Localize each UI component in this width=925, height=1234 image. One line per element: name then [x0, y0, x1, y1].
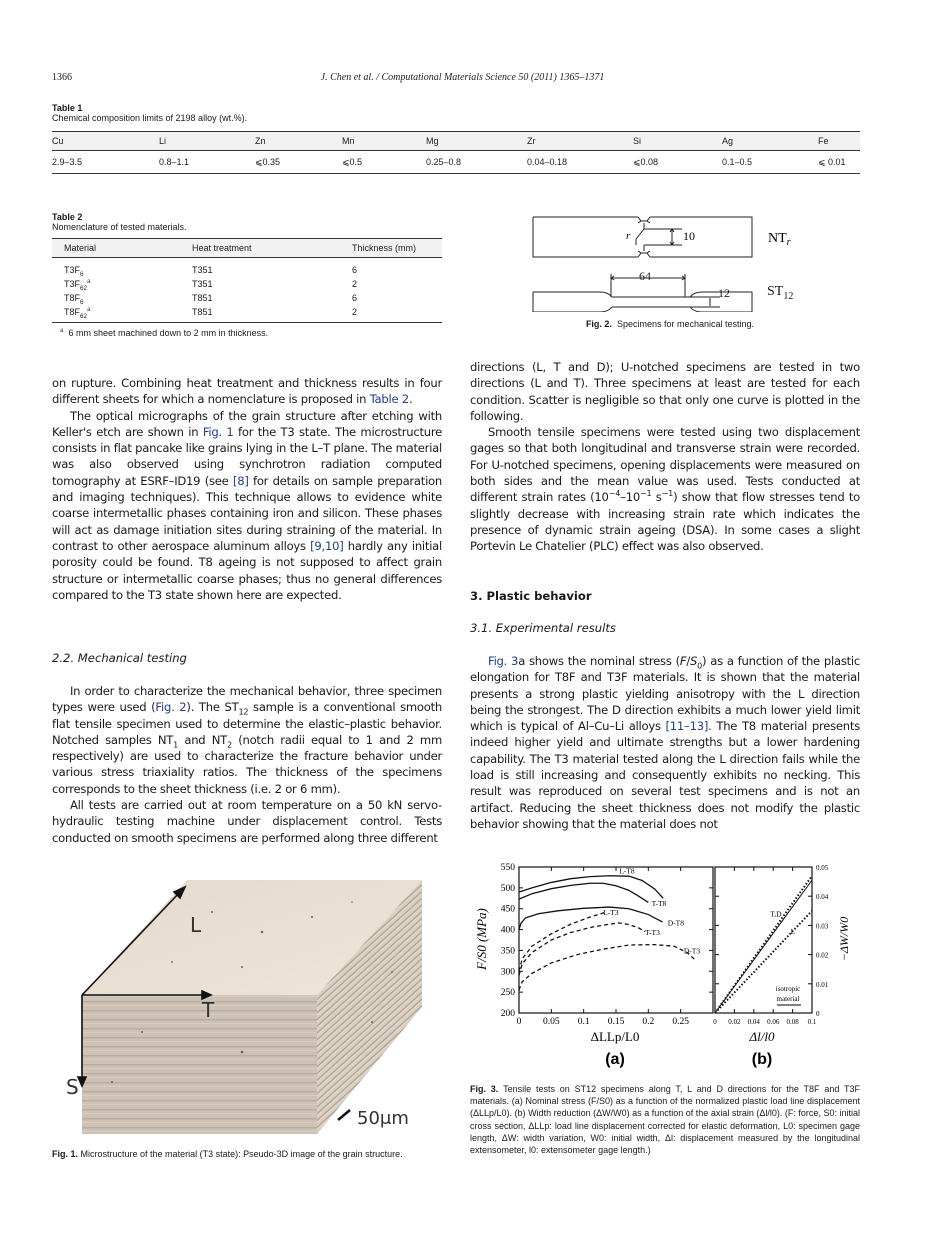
- table1-cell: ⩽0.35: [255, 151, 342, 174]
- fig1: [52, 872, 442, 1159]
- superscript: −4: [608, 488, 621, 499]
- material-subscript: 62: [80, 312, 88, 320]
- table1-cell: ⩽0.08: [633, 151, 722, 174]
- fig1-caption: [52, 1148, 442, 1160]
- heat-treatment-cell: T851: [192, 293, 213, 303]
- material-cell: [52, 276, 192, 290]
- text: ) as a function of the plastic elongation for T8F and T3F materials. It is shown that the material presents a strong plastic yielding anisotropy with the L direction being the strongest. The D direction exhibits a much lower yield limit which is typical of Al–Cu–Li alloys: [470, 654, 861, 734]
- paragraph: [52, 683, 442, 797]
- text: s: [651, 490, 662, 505]
- heat-treatment-cell: T351: [192, 265, 213, 275]
- thickness-cell: 2: [352, 304, 442, 323]
- table1-cell: 0.25–0.8: [426, 151, 527, 174]
- x-tick-label: 0: [516, 1017, 522, 1027]
- nt-label: [768, 231, 791, 248]
- y-tick-label: 200: [500, 1009, 515, 1019]
- footnote-mark: a: [60, 327, 64, 334]
- fig1-link[interactable]: Fig. 1: [202, 424, 234, 439]
- material-name: T3F: [64, 279, 81, 289]
- fig1-caption-text: Microstructure of the material (T3 state): Pseudo-3D image of the grain structure.: [80, 1149, 403, 1159]
- text: The optical micrographs of the grain structure after etching with Keller's etch are shown in: [52, 408, 442, 439]
- fig2-caption: [520, 318, 820, 330]
- x-tick-label: 0.15: [607, 1017, 625, 1027]
- table1-header-cell: Zn: [255, 132, 342, 151]
- text: for the T3 state. The microstructure consists in flat pancake like grains lying in the L–T plane. The material was also observed using synchrotron radiation computed tomography at ESRF–ID19 (see: [52, 424, 443, 488]
- subsection-heading-2-2: 2.2. Mechanical testing: [52, 651, 187, 665]
- fig3: [470, 857, 860, 1156]
- table-row: [52, 290, 442, 304]
- table1-cell: 0.8–1.1: [159, 151, 255, 174]
- fig3-link[interactable]: Fig. 3: [488, 654, 519, 668]
- axis-label-L: L: [190, 913, 202, 937]
- text: on rupture. Combining heat treatment and thickness results in four different sheets for which a nomenclature is proposed in: [52, 376, 442, 407]
- text: .: [408, 392, 413, 407]
- series-label: D-T3: [683, 946, 701, 956]
- table2-block: [52, 212, 442, 338]
- series-line-l-t8: [519, 876, 663, 899]
- y-tick-label: 250: [500, 988, 515, 999]
- table2-header-cell: Material: [52, 239, 192, 258]
- table1-header-row: [52, 132, 860, 151]
- panel-a-label: (a): [605, 1051, 625, 1068]
- fig2-label: Fig. 2.: [585, 319, 612, 329]
- material-cell: [52, 304, 192, 323]
- text: In order to characterize the mechanical behavior, three specimen types were used (: [52, 684, 442, 715]
- y-tick-label: 0.03: [816, 922, 829, 931]
- y-tick-label: 0.01: [816, 980, 829, 989]
- subscript: 12: [238, 706, 249, 717]
- y-tick-label: 500: [500, 883, 515, 894]
- series-label: L: [790, 927, 796, 937]
- series-line-d-t3: [519, 945, 695, 990]
- left-column-text-top: [52, 375, 442, 603]
- fig1-label: Fig. 1.: [52, 1149, 79, 1159]
- cube-front-face: [82, 995, 317, 1134]
- fig3-chart: [470, 857, 860, 1072]
- paragraph: [52, 408, 442, 604]
- footnote-text: 6 mm sheet machined down to 2 mm in thickness.: [68, 328, 269, 338]
- chart-b-ylabel: −ΔW/W0: [837, 916, 851, 962]
- axis-label-T: T: [202, 998, 215, 1022]
- fig2: [520, 212, 820, 337]
- superscript: −1: [661, 488, 674, 499]
- isotropic-label-2: material: [776, 995, 800, 1003]
- text: /: [686, 654, 690, 668]
- math-var: F: [679, 654, 687, 668]
- table-row: [52, 304, 442, 323]
- superscript: −1: [639, 488, 652, 499]
- y-tick-label: 0.02: [816, 951, 829, 960]
- y-tick-label: 350: [500, 946, 515, 957]
- st-length-label: 64: [639, 269, 651, 283]
- material-name: T8F: [64, 293, 81, 303]
- nt-label-sub: r: [786, 237, 791, 248]
- nt-label-main: NT: [768, 231, 787, 246]
- x-tick-label: 0: [713, 1018, 717, 1026]
- x-tick-label: 0.06: [767, 1018, 780, 1026]
- table2-header-row: [52, 239, 442, 258]
- y-tick-label: 0.04: [816, 893, 829, 902]
- footnote-mark: a: [87, 306, 91, 313]
- text: (notch radii equal to 1 and 2 mm respectively) are used to characterize the fracture behavior under various stress triaxiality ratios. The thickness of the specimens corresponds to the sheet thickness (i.e. 2 or 6 mm).: [52, 732, 443, 796]
- table1-block: [52, 103, 860, 174]
- y-tick-label: 450: [500, 904, 515, 915]
- paragraph: All tests are carried out at room temperature on a 50 kN servo-hydraulic testing machine under displacement control. Tests conducted on smooth specimens are performed along three different: [52, 798, 442, 845]
- math-var: S: [689, 654, 698, 668]
- table1-cell: ⩽0.5: [342, 151, 426, 174]
- st-label-main: ST: [767, 284, 784, 299]
- table1-header-cell: Cu: [52, 132, 159, 151]
- series-line-d-t8: [519, 907, 663, 930]
- st-width-label: 12: [718, 286, 730, 300]
- paragraph: [470, 424, 860, 554]
- fig3-caption-text: Tensile tests on ST12 specimens along T, L and D directions for the T8F and T3F materials. (a) Nominal stress (F/S0) as a function of the normalized plastic load line displacement (ΔLLp/L0). (b) Width reduction (ΔW/W0) as a function of the axial strain (Δl/l0). (F: force, S0: initial cross section, ΔLLp: load line displacement corrected for elastic deformation, L0: specimen gage length, ΔW: width variation, W0: initial width, Δl: displacement measured by the longitudinal extensometer, l0: extensometer gage length.): [470, 1084, 860, 1156]
- x-tick-label: 0.05: [543, 1017, 560, 1027]
- material-cell: [52, 290, 192, 304]
- nt-specimen-outline: [533, 217, 752, 257]
- text: a shows the nominal stress (: [518, 654, 680, 668]
- journal-citation: J. Chen et al. / Computational Materials Science 50 (2011) 1365–1371: [320, 72, 605, 83]
- axis-label-S: S: [66, 1075, 79, 1099]
- table1-header-cell: Fe: [818, 132, 860, 151]
- table1-cell: 0.1–0.5: [722, 151, 818, 174]
- ref-9-10-link[interactable]: [9,10]: [310, 538, 344, 553]
- thickness-cell: 2: [352, 279, 358, 289]
- isotropic-label-1: isotropic: [775, 985, 801, 993]
- series-label: L-T8: [619, 866, 635, 876]
- paragraph: directions (L, T and D); U-notched specimens are tested in two directions (L and T). Three specimens at least are tested for each condition. Scatter is negligible so that only one curve is plotted in the following.: [470, 360, 860, 423]
- table1-cell: 2.9–3.5: [52, 151, 159, 174]
- x-tick-label: 0.1: [577, 1017, 590, 1027]
- series-line-t-t3: [519, 923, 645, 976]
- y-tick-label: 300: [500, 967, 515, 978]
- table1-header-cell: Li: [159, 132, 255, 151]
- heat-treatment-cell: T851: [192, 304, 352, 323]
- scale-bar-label: 50μm: [357, 1108, 409, 1129]
- text: ) show that flow stresses tend to slightly decrease with increasing strain rate which indicates the presence of dynamic strain ageing (DSA). In some cases a slight Portevin Le Chatelier (PLC) effect was also observed.: [470, 490, 860, 554]
- table2-title: Table 2: [52, 212, 83, 222]
- text: ). The ST: [186, 700, 239, 715]
- heat-treatment-cell: T351: [192, 279, 213, 289]
- table1-header-cell: Si: [633, 132, 722, 151]
- x-tick-label: 0.02: [728, 1018, 741, 1026]
- fig2-link[interactable]: Fig. 2: [155, 700, 187, 715]
- fig2-caption-text: Specimens for mechanical testing.: [616, 319, 755, 329]
- chart-a-ylabel: F/S0 (MPa): [474, 908, 489, 970]
- table2-header-cell: Thickness (mm): [352, 239, 442, 258]
- x-tick-label: 0.25: [672, 1017, 689, 1027]
- table-row: [52, 276, 442, 290]
- fig3-caption: [470, 1083, 860, 1156]
- fig1-microstructure-image: [52, 872, 442, 1142]
- material-name: T3F: [64, 265, 81, 275]
- text: Smooth tensile specimens were tested using two displacement gages so that both longitudinal and transverse strain were recorded. For U-notched specimens, opening displacements were measured on both sides and the mean value was used. Tests conducted at different strain rates (10: [470, 425, 860, 505]
- x-tick-label: 0.04: [747, 1018, 760, 1026]
- table1-header-cell: Mg: [426, 132, 527, 151]
- series-label: D-T8: [667, 918, 684, 928]
- section-heading-3: 3. Plastic behavior: [470, 589, 592, 603]
- nt-width-label: 10: [683, 229, 695, 243]
- footnote-mark: a: [87, 278, 91, 285]
- subscript: 1: [173, 739, 179, 750]
- chart-a-xlabel: ΔLLp/L0: [590, 1029, 640, 1044]
- right-column-text-top: [470, 359, 860, 555]
- fig3-label: Fig. 3.: [470, 1084, 499, 1094]
- x-tick-label: 0.2: [642, 1017, 655, 1027]
- material-subscript: 6: [80, 270, 84, 278]
- table1-caption: Chemical composition limits of 2198 alloy (wt.%).: [52, 113, 248, 123]
- series-line-isotropic-material: [715, 880, 812, 1013]
- material-name: T8F: [64, 307, 81, 317]
- text: for details on sample preparation and imaging techniques). This technique allows to evidence white coarse intermetallic phases containing iron and silicon. These phases will act as damage initiation sites during straining of the material. In contrast to other aerospace aluminum alloys: [52, 473, 442, 553]
- material-cell: [52, 258, 192, 277]
- chart-a: [501, 863, 713, 1027]
- paragraph: [52, 375, 442, 408]
- material-subscript: 6: [80, 298, 84, 306]
- nt-radius-label: r: [626, 230, 631, 242]
- table1-header-cell: Zr: [527, 132, 633, 151]
- thickness-cell: 6: [352, 265, 358, 275]
- page-number: 1366: [52, 72, 72, 83]
- paragraph: [470, 653, 860, 832]
- table1-title: Table 1: [52, 103, 83, 113]
- text: sample is a conventional smooth flat tensile specimen used to determine the elastic–plastic behavior. Notched samples NT: [52, 700, 442, 747]
- chart-b: [713, 864, 829, 1026]
- text: . The T8 material presents indeed higher yield and ultimate strengths but a lower hardening capability. The T3 material tested along the L direction fails while the load is still increasing and consequently exhibits no necking. This result was reproduced on several test specimens and is not an artifact. Reducing the sheet thickness does not modify the plastic behavior showing that the material does not: [470, 719, 860, 831]
- left-column-text-bottom: [52, 683, 442, 846]
- series-label: T,D: [770, 909, 782, 919]
- table2-caption: Nomenclature of tested materials.: [52, 222, 187, 232]
- st-label-sub: 12: [783, 290, 794, 302]
- subsection-heading-3-1: 3.1. Experimental results: [470, 621, 616, 635]
- st-label: [767, 284, 793, 300]
- ref-11-13-link[interactable]: [11–13]: [665, 719, 709, 734]
- table2-header-cell: Heat treatment: [192, 239, 352, 258]
- x-tick-label: 0.1: [807, 1018, 817, 1026]
- series-label: T-T8: [651, 898, 667, 908]
- x-tick-label: 0.08: [786, 1018, 799, 1026]
- text: hardly any initial porosity could be found. T8 ageing is not supposed to affect grain structure or intermetallic coarse phases; thus no general differences compared to the T3 state shown here are expected.: [52, 538, 443, 602]
- right-column-text-bottom: [470, 653, 860, 832]
- table2-link[interactable]: Table 2: [369, 392, 409, 407]
- text: –10: [620, 490, 640, 505]
- thickness-cell: 6: [352, 293, 358, 303]
- table1-header-cell: Ag: [722, 132, 818, 151]
- series-label: L-T3: [603, 907, 619, 917]
- y-tick-label: 400: [500, 925, 515, 936]
- subscript: 0: [697, 660, 702, 671]
- chart-b-xlabel: Δl/l0: [749, 1029, 775, 1044]
- y-tick-label: 0: [816, 1010, 820, 1018]
- y-tick-label: 550: [500, 863, 515, 873]
- table1-cell: 0.04–0.18: [527, 151, 633, 174]
- text: and NT: [178, 732, 227, 747]
- table1: [52, 131, 860, 174]
- material-subscript: 62: [80, 284, 88, 292]
- panel-b-label: (b): [751, 1051, 773, 1068]
- y-tick-label: 0.05: [816, 864, 829, 872]
- series-label: T-T3: [645, 927, 660, 937]
- table2: [52, 238, 442, 323]
- table1-cell: ⩽ 0.01: [818, 151, 860, 174]
- table-row: [52, 151, 860, 174]
- table-row: [52, 258, 442, 277]
- ref-8-link[interactable]: [8]: [232, 473, 249, 488]
- subscript: 2: [226, 739, 232, 750]
- series-line-l-t3: [519, 912, 606, 971]
- table1-header-cell: Mn: [342, 132, 426, 151]
- table2-footnote: [52, 328, 442, 338]
